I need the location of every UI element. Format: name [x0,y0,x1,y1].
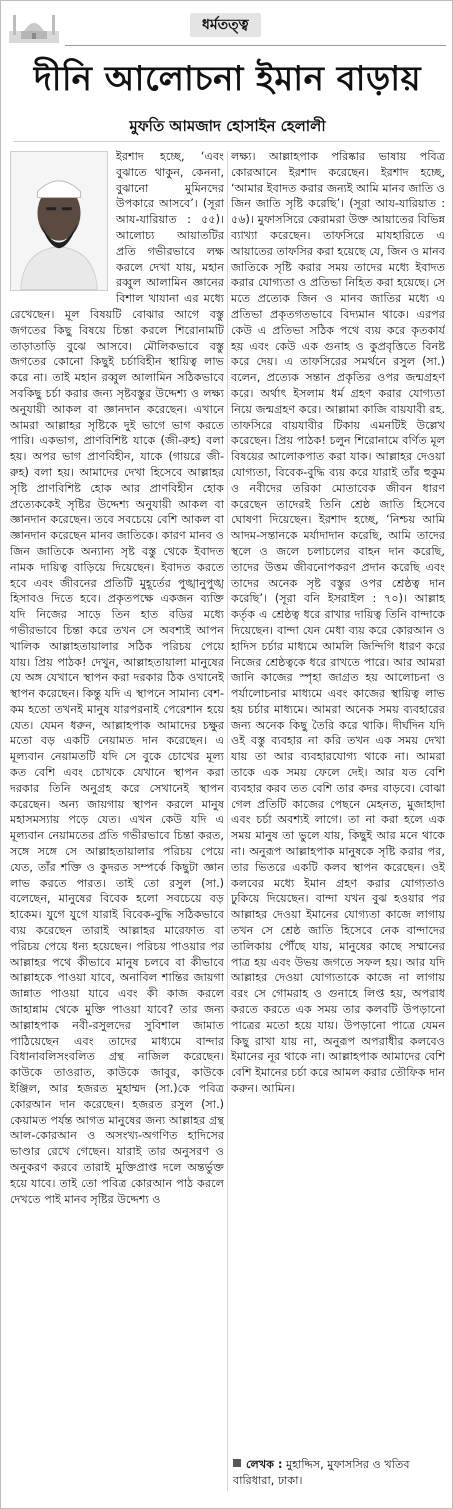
article-body-left: ইরশাদ হচ্ছে, ‘এবং বুঝাতে থাকুন, কেননা, বুঝানো মুমিনদের উপকারে আসবে’। (সূরা আয-যারিয়াত : ৫৫)। আলোচ্য আয়াতটির প্রতি গভীরভাবে লক্ষ করলে দেখা যায়, মহান রব্বুল আলামিন জ্ঞানের বিশাল খাযানা এর মধ্যে রেখেছেন। মূল বিষয়টি বোঝার আগে বস্তু জগতের কিছু বিষয়ে চিন্তা করলে শিরোনামটি তাড়াতাড়ি বুঝে আসবে। মৌলিকভাবে বস্তু জগতের কোনো কিছুই চর্চাবিহীন স্থায়িত্ব লাভ করে না। তাই মহান রব্বুল আলামিন সঠিকভাবে সবকিছু চর্চা করার জন্য সৃষ্টবস্তুর উদ্দেশ্য ও লক্ষ্য অনুযায়ী আকল বা জ্ঞানদান করেছেন। এখানে আমরা আল্লাহর সৃষ্টিকে দুই ভাগে ভাগ করতে পারি। একভাগ, প্রাণবিশিষ্ট যাকে (জী-রুহ) বলা হয়। অপর ভাগ প্রাণবিহীন, যাকে (গায়রে জী-রুহ) বলা হয়। আমাদের দেখা হিসেবে আল্লাহর সৃষ্টি প্রাণবিশিষ্ট হোক আর প্রাণবিহীন হোক প্রত্যেককেই সৃষ্টির উদ্দেশ্য অনুযায়ী আকল বা জ্ঞানদান করেছেন। তবে সবচেয়ে বেশি আকল বা জ্ঞানদান করেছেন মানব জাতিকে। কারণ মানব ও জিন জাতিকে অন্যান্য সৃষ্ট বস্তু থেকে ইবাদত নামক দায়িত্ব বাড়িয়ে দিয়েছেন। ইবাদত করতে হবে এবং জীবনের প্রতিটি মুহূর্তের পুঙ্খানুপুঙ্খ হিসাবও দিতে হবে। প্রকৃতপক্ষে একজন ব্যক্তি যদি নিজের সাড়ে তিন হাত বডির মধ্যে গভীরভাবে চিন্তা করে তখন সে অবশ্যই আপন খালিক আল্লাহতায়ালার সঠিক পরিচয় পেয়ে যায়। প্রিয় পাঠক! দেখুন, আল্লাহতায়ালা মানুষের যে অঙ্গ যেখানে স্থাপন করা দরকার ঠিক ওখানেই স্থাপন করেছেন। কিন্তু যদি এ স্থাপনে সামান্য বেশ-কম হতো তখনই মানুষ যারপরনাই পেরেশান হয়ে যেত। যেমন ধরুন, আল্লাহপাক আমাদের চক্ষুর মতো বড় একটি নেয়ামত দান করেছেন। এ মূল্যবান নেয়ামতটি যদি সে বুকে চোখের মূল্য কত বেশি এবং চোখকে যেখানে স্থাপন করা দরকার তিনি অনুগ্রহ করে সেখানেই স্থাপন করেছেন। অন্য জায়গায় স্থাপন করলে মানুষ মহাসমস্যায় পড়ে যেত। এখন কেউ যদি এ মূল্যবান নেয়ামতের প্রতি গভীরভাবে চিন্তা করত, সঙ্গে সঙ্গে সে আল্লাহতায়ালার পরিচয় পেয়ে যেত, তাঁর শক্তি ও কুদরত সম্পর্কে কিছুটা জ্ঞান লাভ করতে পারত। তাই তো রসুল (সা.) বলেছেন, মানুষের বিবেক হলো সবচেয়ে বড় হাকেম। যুগে যুগে যারাই বিবেক-বুদ্ধি সঠিকভাবে ব্যয় করেছেন তারাই আল্লাহর মারেফাত বা পরিচয় পেয়ে ধন্য হয়েছেন। পরিচয় পাওয়ার পর আল্লাহর পথে কীভাবে মানুষ চলবে বা কীভাবে আল্লাহকে পাওয়া যাবে, অনাবিল শান্তির জায়গা জান্নাত পাওয়া যাবে এবং কী কাজ করলে জাহান্নাম থেকে মুক্তি পাওয়া যাবে? তার জন্য আল্লাহপাক নবী-রসুলদের সুবিশাল জামাত পাঠিয়েছেন এবং তাদের মাধ্যমে বান্দার বিধানাবলিসংবলিত গ্রন্থ নাজিল করেছেন। কাউকে তাওরাত, কাউকে জাবুর, কাউকে ইঞ্জিল, আর হজরত মুহাম্মদ (সা.)কে পবিত্র কোরআন দান করেছেন। হজরত রসুল (সা.) কেয়ামত পর্যন্ত আগত মানুষের জন্য আল্লাহর গ্রন্থ আল-কোরআন ও অসংখ্য-অগণিত হাদিসের ভাণ্ডার রেখে গেছেন। যারাই তার অনুসরণ ও অনুকরণ করবে তারাই মুক্তিপ্রাপ্ত দলে অন্তর্ভুক্ত হয়ে যাবে। তাই তো পবিত্র কোরআন পাঠ করলে দেখতে পাই মানব সৃষ্টির উদ্দেশ্য ও [10,150,224,1206]
author-note-label: লেখক : [246,1458,283,1471]
section-tag: ধর্মতত্ত্ব [190,13,261,37]
section-header [5,5,450,43]
author-byline: মুফতি আমজাদ হোসাইন হেলালী [129,117,326,135]
square-bullet-icon [233,1459,241,1467]
article-body-right: লক্ষ্য। আল্লাহপাক পরিষ্কার ভাষায় পবিত্র কোরআনে ইরশাদ করেছেন। ইরশাদ হচ্ছে, ‘আমার ইবাদত করার জন্যই আমি মানব জাতি ও জিন জাতি সৃষ্টি করেছি’। (সূরা আয-যারিয়াত : ৫৬)। মুফাসসিরে কেরামরা উক্ত আয়াতের বিভিন্ন ব্যাখ্যা করেছেন। তাফসিরে মাযহারিতে এ আয়াতের তাফসির করা হয়েছে যে, জিন ও মানব জাতিকে সৃষ্টি করার সময় তাদের মধ্যে ইবাদত করার যোগ্যতা ও প্রতিভা নিহিত করা হয়েছে। সে মতে প্রত্যেক জিন ও মানব জাতির মধ্যে এ প্রতিভা প্রকৃতগতভাবে বিদ্যমান থাকে। এরপর কেউ এ প্রতিভা সঠিক পথে ব্যয় করে কৃতকার্য হয় এবং কেউ এক গুনাহ ও কুপ্রবৃত্তিতে বিনষ্ট করে দেয়। এ তাফসিরের সমর্থনে রসুল (সা.) বলেন, প্রত্যেক সন্তান প্রকৃতির ওপর জন্মগ্রহণ করে। অর্থাৎ ইসলাম ধর্ম গ্রহণ করার যোগ্যতা নিয়ে জন্মগ্রহণ করে। আল্লামা কাজি বায়যাবী রহ. তাফসিরে বায়যাবীর টিকায় এমনটিই উল্লেখ করেছেন। প্রিয় পাঠক! চলুন শিরোনামে বর্ণিত মূল বিষয়ের আলোকপাত করা যাক। আল্লাহর দেওয়া যোগ্যতা, বিবেক-বুদ্ধি ব্যয় করে যারাই তাঁর হুকুম ও নবীদের তরিকা মোতাবেক জীবন ধারণ করেছেন তাদেরই তিনি শ্রেষ্ঠ জাতি হিসেবে ঘোষণা দিয়েছেন। ইরশাদ হচ্ছে, ‘নিশ্চয় আমি আদম-সন্তানকে মর্যাদাদান করেছি, আমি তাদের স্থলে ও জলে চলাচলের বাহন দান করেছি, তাদের উত্তম জীবনোপকরণ প্রদান করেছি এবং তাদের অনেক সৃষ্ট বস্তুর ওপর শ্রেষ্ঠত্ব দান করেছি’। (সূরা বনি ইসরাইল : ৭০)। আল্লাহ কর্তৃক এ শ্রেষ্ঠত্ব ধরে রাখার দায়িত্ব তিনি বান্দাকে দিয়েছেন। বান্দা যেন মেধা ব্যয় করে কোরআন ও হাদিস চর্চার মাধ্যমে আমলি জিন্দিগি ধারণ করে নিজের শ্রেষ্ঠত্বকে ধরে রাখতে পারে। আর আমরা জানি কাজের স্পৃহা জাগ্রত হয় আলোচনা ও পর্যালোচনার মাধ্যমে এবং কাজের স্থায়িত্ব লাভ হয় চর্চার মাধ্যমে। আমরা অনেক সময় ব্যবহারের জন্য অনেক কিছু তৈরি করে থাকি। দীর্ঘদিন যদি ওই বস্তু ব্যবহার না করি তখন এক সময় দেখা যায় তা আর ব্যবহারযোগ্য থাকে না। আমরা তাকে এক সময় ফেলে দেই। আর যত বেশি ব্যবহার করব তত বেশি তার কদর বাড়বে। বোঝা গেল প্রতিটি কাজের পেছনে মেহনত, মুজাহাদা এবং চর্চা অবশ্যই লাগে। তা না করা হলে এক সময় মানুষ তা ভুলে যায়, কিছুই আর মনে থাকে না। অনুরূপ আল্লাহপাক মানুষকে সৃষ্টি করার পর, তার ভিতরে একটি কলব স্থাপন করেছেন। ওই কলবের মধ্যে ইমান গ্রহণ করার যোগ্যতাও ঢুকিয়ে দিয়েছেন। বান্দা যখন বুঝ হওয়ার পর আল্লাহর দেওয়া ইমানের যোগ্যতা কাজে লাগায় তখন সে শ্রেষ্ঠ জাতি হিসেবে নেক বান্দাদের তালিকায় পৌঁছে যায়, মানুষের কাছে সম্মানের পাত্র হয় এবং উভয় জগতে সফল হয়। আর যদি আল্লাহর দেওয়া যোগ্যতাকে কাজে না লাগায় বরং সে গোমরাহ ও গুনাহে লিপ্ত হয়, অপরাধ করতে করতে এক সময় তার কলবটি উপড়ানো পাত্রের মতো হয়ে যায়। উপড়ানো পাত্রে যেমন কিছু রাখা যায় না, অনুরূপ অপরাধীর কলবেও ইমানের নূর থাকে না। আল্লাহপাক আমাদের বেশি বেশি ইমানের চর্চা করে আমল করার তৌফিক দান করুন। আমিন। [231,150,445,1096]
article-column-right [231,149,445,1441]
article-column-left [10,149,224,1471]
author-note-text: মুহাদ্দিস, মুফাসসির ও খতিব বারিধারা, ঢাকা। [233,1458,410,1487]
author-note [233,1457,445,1489]
column-divider [227,151,228,1491]
author-photo [10,151,108,291]
mosque-icon [9,7,59,43]
article-headline: দীনি আলোচনা ইমান বাড়ায় [33,59,422,99]
header-divider [65,45,446,46]
byline-divider [13,141,440,142]
